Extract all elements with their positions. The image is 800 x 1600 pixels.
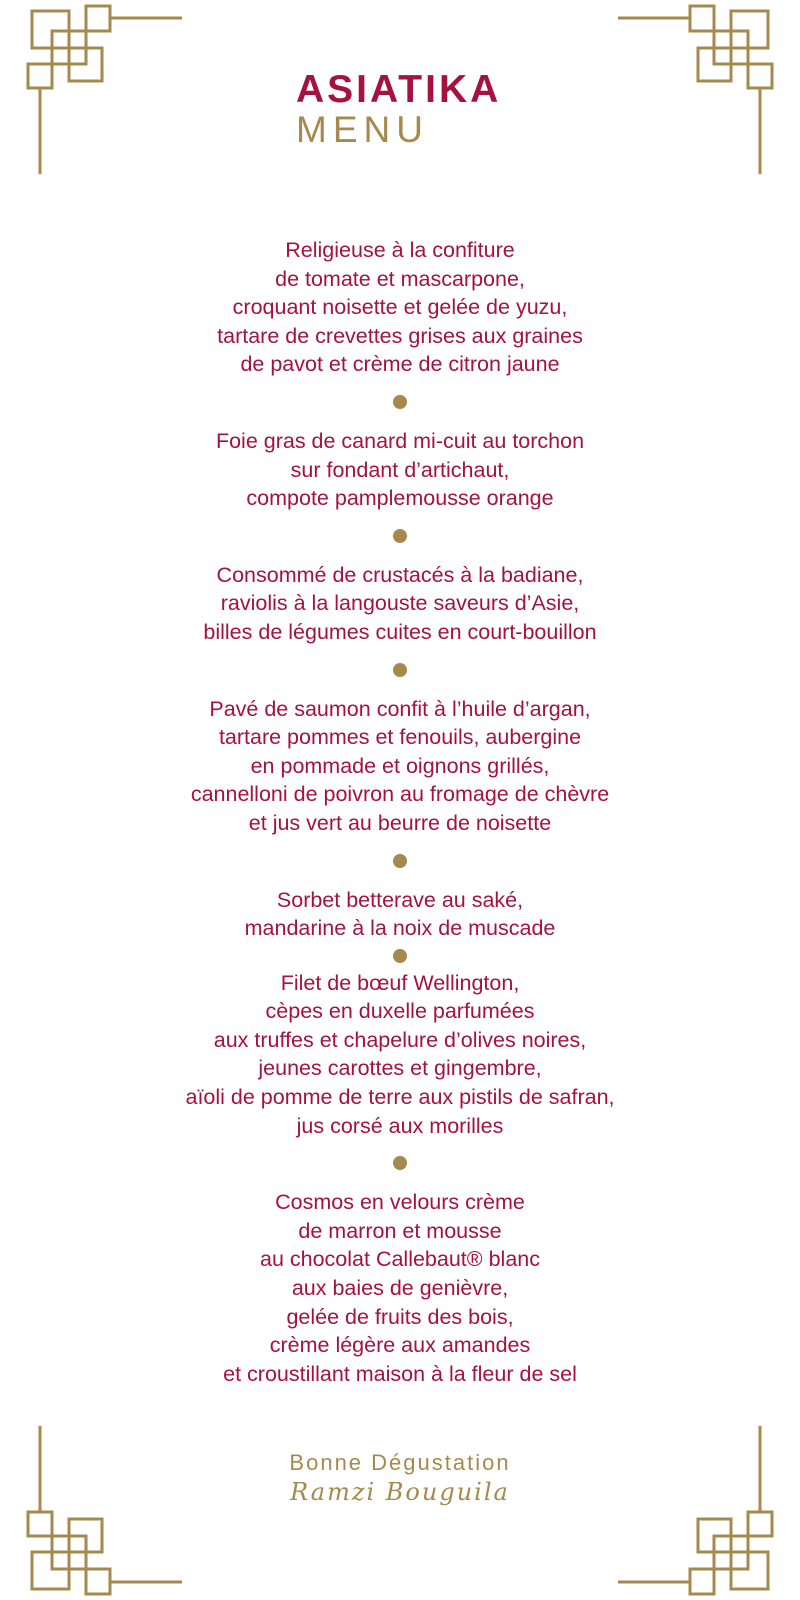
corner-ornament-bottom-left <box>0 1420 200 1600</box>
corner-ornament-top-left <box>0 0 200 180</box>
dish-line: mandarine à la noix de muscade <box>244 916 556 941</box>
dish-3 <box>0 561 800 647</box>
greeting: Bonne Dégustation <box>289 1450 511 1475</box>
dish-line: au chocolat Callebaut® blanc <box>260 1247 540 1272</box>
restaurant-name: ASIATIKA <box>296 68 502 111</box>
dish-7 <box>0 1188 800 1388</box>
dish-line: de tomate et mascarpone, <box>275 266 525 291</box>
dish-line: compote pamplemousse orange <box>246 486 554 511</box>
dish-line: gelée de fruits des bois, <box>286 1304 514 1329</box>
menu-footer <box>0 1450 800 1506</box>
dish-line: de marron et mousse <box>298 1218 502 1243</box>
dish-line: aux truffes et chapelure d’olives noires, <box>213 1027 587 1052</box>
dish-line: tartare de crevettes grises aux graines <box>217 323 583 348</box>
menu-label: MENU <box>296 109 429 150</box>
ornament-icon <box>0 0 200 180</box>
dish-2 <box>0 427 800 513</box>
separator-dot-icon <box>393 395 407 409</box>
dish-1 <box>0 236 800 379</box>
separator-dot-icon <box>393 949 407 963</box>
separator-dot-icon <box>393 529 407 543</box>
dish-line: billes de légumes cuites en court-bouillon <box>203 619 597 644</box>
ornament-icon <box>0 1420 200 1600</box>
separator-dot-icon <box>393 1156 407 1170</box>
dish-line: jeunes carottes et gingembre, <box>258 1056 542 1081</box>
dish-line: et jus vert au beurre de noisette <box>248 810 552 835</box>
dish-line: Consommé de crustacés à la badiane, <box>216 562 584 587</box>
dish-line: aux baies de genièvre, <box>291 1276 509 1301</box>
ornament-icon <box>600 0 800 180</box>
dish-line: en pommade et oignons grillés, <box>250 753 550 778</box>
dish-line: sur fondant d’artichaut, <box>290 457 510 482</box>
dish-6 <box>0 969 800 1141</box>
ornament-icon <box>600 1420 800 1600</box>
dish-line: croquant noisette et gelée de yuzu, <box>232 295 568 320</box>
dish-line: cannelloni de poivron au fromage de chèvre <box>190 782 610 807</box>
dish-line: raviolis à la langouste saveurs d’Asie, <box>220 591 580 616</box>
dish-line: et croustillant maison à la fleur de sel <box>223 1361 577 1386</box>
dish-line: cèpes en duxelle parfumées <box>265 999 535 1024</box>
dish-line: Filet de bœuf Wellington, <box>280 970 520 995</box>
dish-line: Cosmos en velours crème <box>275 1190 525 1215</box>
dish-line: Sorbet betterave au saké, <box>276 887 524 912</box>
dish-line: Foie gras de canard mi-cuit au torchon <box>215 428 585 453</box>
separator-dot-icon <box>393 854 407 868</box>
dish-line: Religieuse à la confiture <box>285 238 515 262</box>
dish-line: de pavot et crème de citron jaune <box>240 352 560 377</box>
dish-line: Pavé de saumon confit à l’huile d’argan, <box>209 696 591 721</box>
dish-line: aïoli de pomme de terre aux pistils de safran, <box>185 1085 615 1110</box>
dish-line: jus corsé aux morilles <box>296 1113 504 1138</box>
menu-courses <box>0 236 800 1388</box>
dish-line: crème légère aux amandes <box>269 1333 531 1358</box>
separator-dot-icon <box>393 663 407 677</box>
dish-line: tartare pommes et fenouils, aubergine <box>218 725 582 750</box>
chef-signature: Ramzi Bouguila <box>290 1478 510 1506</box>
corner-ornament-top-right <box>600 0 800 180</box>
dish-4 <box>0 695 800 838</box>
corner-ornament-bottom-right <box>600 1420 800 1600</box>
menu-header <box>296 70 501 150</box>
dish-5 <box>0 886 800 943</box>
